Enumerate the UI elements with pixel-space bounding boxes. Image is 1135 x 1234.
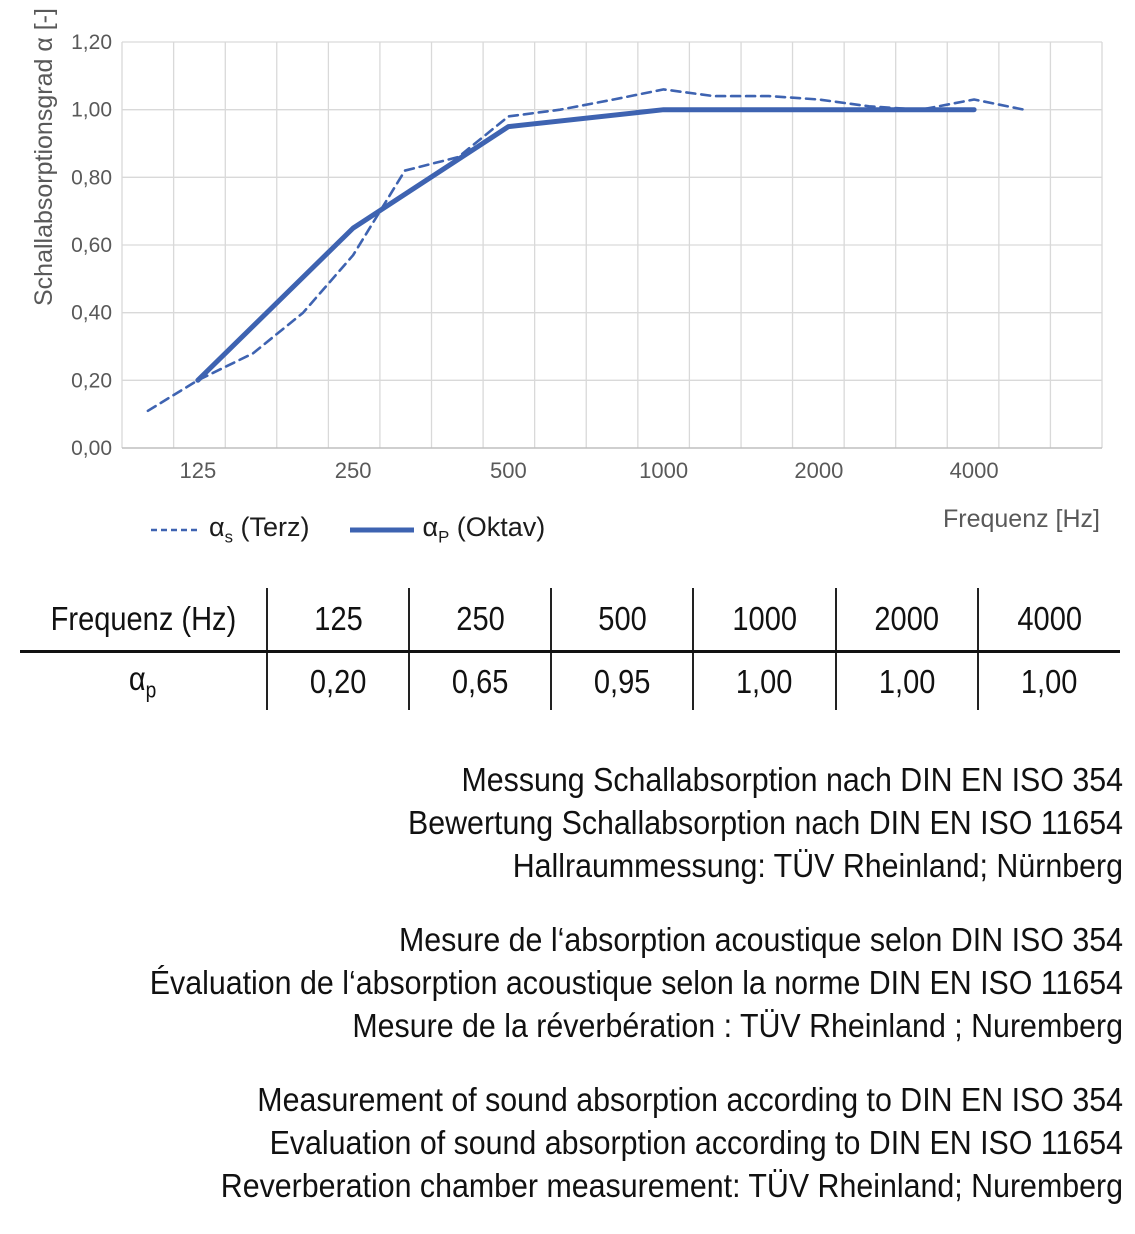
alpha-p-value-cell-text: 1,00 xyxy=(1021,662,1078,700)
x-tick-label: 500 xyxy=(489,458,527,483)
y-tick-label: 1,20 xyxy=(71,31,112,54)
alpha-p-value-cell xyxy=(693,652,835,711)
frequency-header-cell-text: 4000 xyxy=(1017,600,1082,637)
note-line: Mesure de l‘absorption acoustique selon DIN ISO 354 xyxy=(399,921,1124,958)
frequency-header-cell-text: 500 xyxy=(598,600,647,637)
legend-solid-sample xyxy=(349,526,415,534)
legend-dashed-sample xyxy=(150,526,202,534)
note-line: Evaluation of sound absorption according to DIN EN ISO 11654 xyxy=(269,1124,1123,1161)
alpha-p-value-cell xyxy=(836,652,978,711)
alpha-subscript: s xyxy=(224,527,233,547)
frequency-label-cell-text: Frequenz (Hz) xyxy=(50,600,236,637)
alpha-p-value-cell-text: 0,65 xyxy=(451,662,509,700)
frequency-header-cell xyxy=(267,588,409,652)
frequency-header-cell xyxy=(693,588,835,652)
x-tick-label: 4000 xyxy=(949,458,999,483)
legend-item-oktav xyxy=(349,512,545,547)
frequency-header-cell xyxy=(978,588,1120,652)
legend-text: (Terz) xyxy=(232,512,310,542)
y-tick-label: 0,60 xyxy=(71,234,112,257)
notes-english xyxy=(0,1078,1123,1207)
x-tick-label: 1000 xyxy=(639,458,689,483)
table-value-row xyxy=(20,652,1120,711)
absorption-table xyxy=(20,588,1120,710)
note-line: Measurement of sound absorption according to DIN EN ISO 354 xyxy=(257,1081,1123,1118)
alpha-p-label-cell-text xyxy=(129,660,156,704)
alpha-p-value-cell-text: 0,95 xyxy=(594,662,651,700)
absorption-chart xyxy=(0,0,1135,560)
alpha-p-label-cell xyxy=(20,652,267,711)
note-line: Messung Schallabsorption nach DIN EN ISO 354 xyxy=(461,761,1124,798)
note-line: Hallraummessung: TÜV Rheinland; Nürnberg xyxy=(512,847,1123,884)
note-line: Bewertung Schallabsorption nach DIN EN ISO 11654 xyxy=(408,804,1124,841)
notes-french xyxy=(0,918,1123,1047)
chart-legend xyxy=(150,512,545,547)
frequency-header-cell-text: 2000 xyxy=(874,600,940,637)
alpha-symbol: α xyxy=(129,659,147,697)
frequency-header-cell-text: 125 xyxy=(313,600,363,637)
alpha-symbol: α xyxy=(422,512,439,542)
note-line: Mesure de la réverbération : TÜV Rheinland ; Nuremberg xyxy=(352,1007,1123,1044)
alpha-p-value-cell xyxy=(267,652,409,711)
alpha-p-value-cell xyxy=(409,652,551,711)
x-tick-label: 125 xyxy=(179,458,217,483)
legend-text: (Oktav) xyxy=(449,512,546,542)
frequency-header-cell xyxy=(551,588,693,652)
x-tick-label: 2000 xyxy=(794,458,844,483)
frequency-label-cell xyxy=(20,588,267,652)
alpha-subscript: p xyxy=(146,677,157,703)
legend-label-terz xyxy=(209,512,309,547)
alpha-p-value-cell-text: 1,00 xyxy=(736,662,793,700)
x-tick-label: 250 xyxy=(334,458,372,483)
y-tick-label: 0,40 xyxy=(71,301,112,325)
frequency-header-cell xyxy=(836,588,978,652)
y-tick-label: 1,00 xyxy=(71,98,112,122)
alpha-symbol: α xyxy=(209,512,225,542)
y-tick-label: 0,80 xyxy=(71,166,112,190)
frequency-header-cell-text: 1000 xyxy=(732,600,797,637)
x-axis-title: Frequenz [Hz] xyxy=(942,505,1100,533)
frequency-header-cell xyxy=(409,588,551,652)
alpha-p-value-cell-text: 1,00 xyxy=(878,662,935,700)
frequency-header-cell-text: 250 xyxy=(456,600,505,637)
y-axis-title: Schallabsorptionsgrad α [-] xyxy=(30,8,58,306)
note-line: Reverberation chamber measurement: TÜV Rheinland; Nuremberg xyxy=(220,1167,1124,1204)
legend-item-terz xyxy=(150,512,309,547)
y-tick-label: 0,20 xyxy=(71,369,112,393)
notes-german xyxy=(0,758,1123,887)
alpha-p-value-cell xyxy=(551,652,693,711)
legend-label-oktav xyxy=(422,512,545,547)
alpha-subscript: P xyxy=(438,527,450,547)
alpha-p-value-cell xyxy=(978,652,1120,711)
alpha-p-value-cell-text: 0,20 xyxy=(309,662,367,700)
note-line: Évaluation de l‘absorption acoustique selon la norme DIN EN ISO 11654 xyxy=(149,964,1124,1001)
y-tick-label: 0,00 xyxy=(71,437,112,460)
table-header-row xyxy=(20,588,1120,652)
